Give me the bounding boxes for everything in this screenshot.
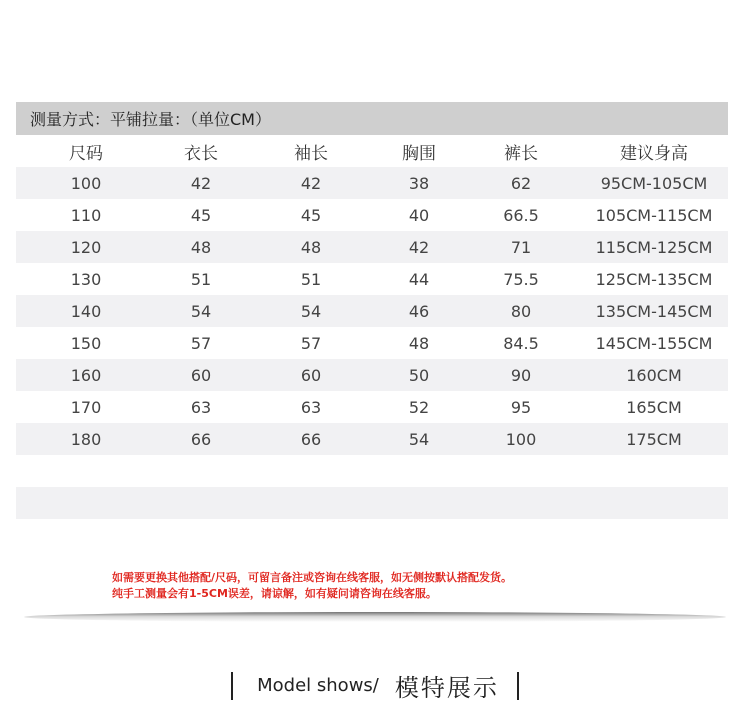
cell-top-length: 42	[190, 173, 212, 193]
header-top-length: 衣长	[184, 143, 218, 164]
cell-chest: 48	[408, 333, 430, 353]
cell-sleeve-length: 48	[300, 237, 322, 257]
cell-sleeve-length: 42	[300, 173, 322, 193]
table-row	[16, 327, 728, 359]
empty-row	[16, 487, 728, 519]
cell-sleeve-length: 66	[300, 429, 322, 449]
table-title-text: 测量方式：平铺拉量：（单位CM）	[30, 110, 271, 129]
cell-sleeve-length: 51	[300, 269, 322, 289]
cell-chest: 42	[408, 237, 430, 257]
cell-chest: 50	[408, 365, 430, 385]
cell-size: 100	[70, 173, 102, 193]
order-notice	[112, 570, 512, 602]
cell-suggested-height: 175CM	[626, 429, 682, 449]
cell-top-length: 48	[190, 237, 212, 257]
model-shows-title-cn: 模特展示	[394, 674, 499, 702]
notice-line-1: 如需要更换其他搭配/尺码，可留言备注或咨询在线客服，如无侧按默认搭配发货。	[112, 571, 513, 584]
table-row	[16, 167, 728, 199]
cell-chest: 52	[408, 397, 430, 417]
cell-pants-length: 66.5	[503, 205, 539, 225]
cell-pants-length: 71	[510, 237, 532, 257]
table-row	[16, 359, 728, 391]
cell-pants-length: 95	[510, 397, 532, 417]
cell-suggested-height: 160CM	[626, 365, 682, 385]
cell-size: 130	[70, 269, 102, 289]
cell-sleeve-length: 60	[300, 365, 322, 385]
table-row	[16, 423, 728, 455]
cell-sleeve-length: 45	[300, 205, 322, 225]
table-row	[16, 295, 728, 327]
cell-pants-length: 75.5	[503, 269, 539, 289]
table-row	[16, 263, 728, 295]
cell-pants-length: 84.5	[503, 333, 539, 353]
cell-top-length: 57	[190, 333, 212, 353]
cell-size: 120	[70, 237, 102, 257]
table-row	[16, 391, 728, 423]
cell-sleeve-length: 57	[300, 333, 322, 353]
cell-size: 160	[70, 365, 102, 385]
cell-top-length: 63	[190, 397, 212, 417]
cell-size: 170	[70, 397, 102, 417]
cell-size: 140	[70, 301, 102, 321]
cell-suggested-height: 115CM-125CM	[595, 237, 713, 257]
right-divider-bar	[517, 672, 519, 700]
header-chest: 胸围	[402, 143, 436, 164]
size-chart-table	[16, 102, 728, 519]
cell-chest: 40	[408, 205, 430, 225]
cell-top-length: 54	[190, 301, 212, 321]
cell-top-length: 60	[190, 365, 212, 385]
divider-shadow	[24, 612, 726, 622]
table-row	[16, 231, 728, 263]
header-size: 尺码	[69, 143, 103, 164]
header-sleeve-length: 袖长	[294, 143, 328, 164]
header-pants-length: 裤长	[504, 143, 538, 164]
cell-suggested-height: 165CM	[626, 397, 682, 417]
cell-pants-length: 90	[510, 365, 532, 385]
measurement-method-title	[16, 102, 728, 135]
cell-pants-length: 62	[510, 173, 532, 193]
empty-row	[16, 455, 728, 487]
cell-sleeve-length: 54	[300, 301, 322, 321]
cell-suggested-height: 135CM-145CM	[595, 301, 713, 321]
cell-chest: 44	[408, 269, 430, 289]
cell-size: 180	[70, 429, 102, 449]
cell-top-length: 51	[190, 269, 212, 289]
cell-sleeve-length: 63	[300, 397, 322, 417]
cell-suggested-height: 125CM-135CM	[595, 269, 713, 289]
model-shows-heading	[0, 668, 750, 703]
cell-suggested-height: 145CM-155CM	[595, 333, 713, 353]
left-divider-bar	[231, 672, 233, 700]
notice-line-2: 纯手工测量会有1-5CM误差，请谅解，如有疑问请咨询在线客服。	[112, 587, 437, 600]
cell-pants-length: 100	[505, 429, 537, 449]
cell-top-length: 45	[190, 205, 212, 225]
cell-chest: 38	[408, 173, 430, 193]
cell-size: 150	[70, 333, 102, 353]
cell-top-length: 66	[190, 429, 212, 449]
cell-pants-length: 80	[510, 301, 532, 321]
cell-suggested-height: 105CM-115CM	[595, 205, 713, 225]
table-row	[16, 199, 728, 231]
cell-suggested-height: 95CM-105CM	[600, 173, 708, 193]
cell-size: 110	[70, 205, 102, 225]
header-suggested-height: 建议身高	[620, 143, 688, 164]
cell-chest: 46	[408, 301, 430, 321]
cell-chest: 54	[408, 429, 430, 449]
model-shows-title-en: Model shows/	[257, 675, 379, 696]
table-header-row	[16, 135, 728, 167]
